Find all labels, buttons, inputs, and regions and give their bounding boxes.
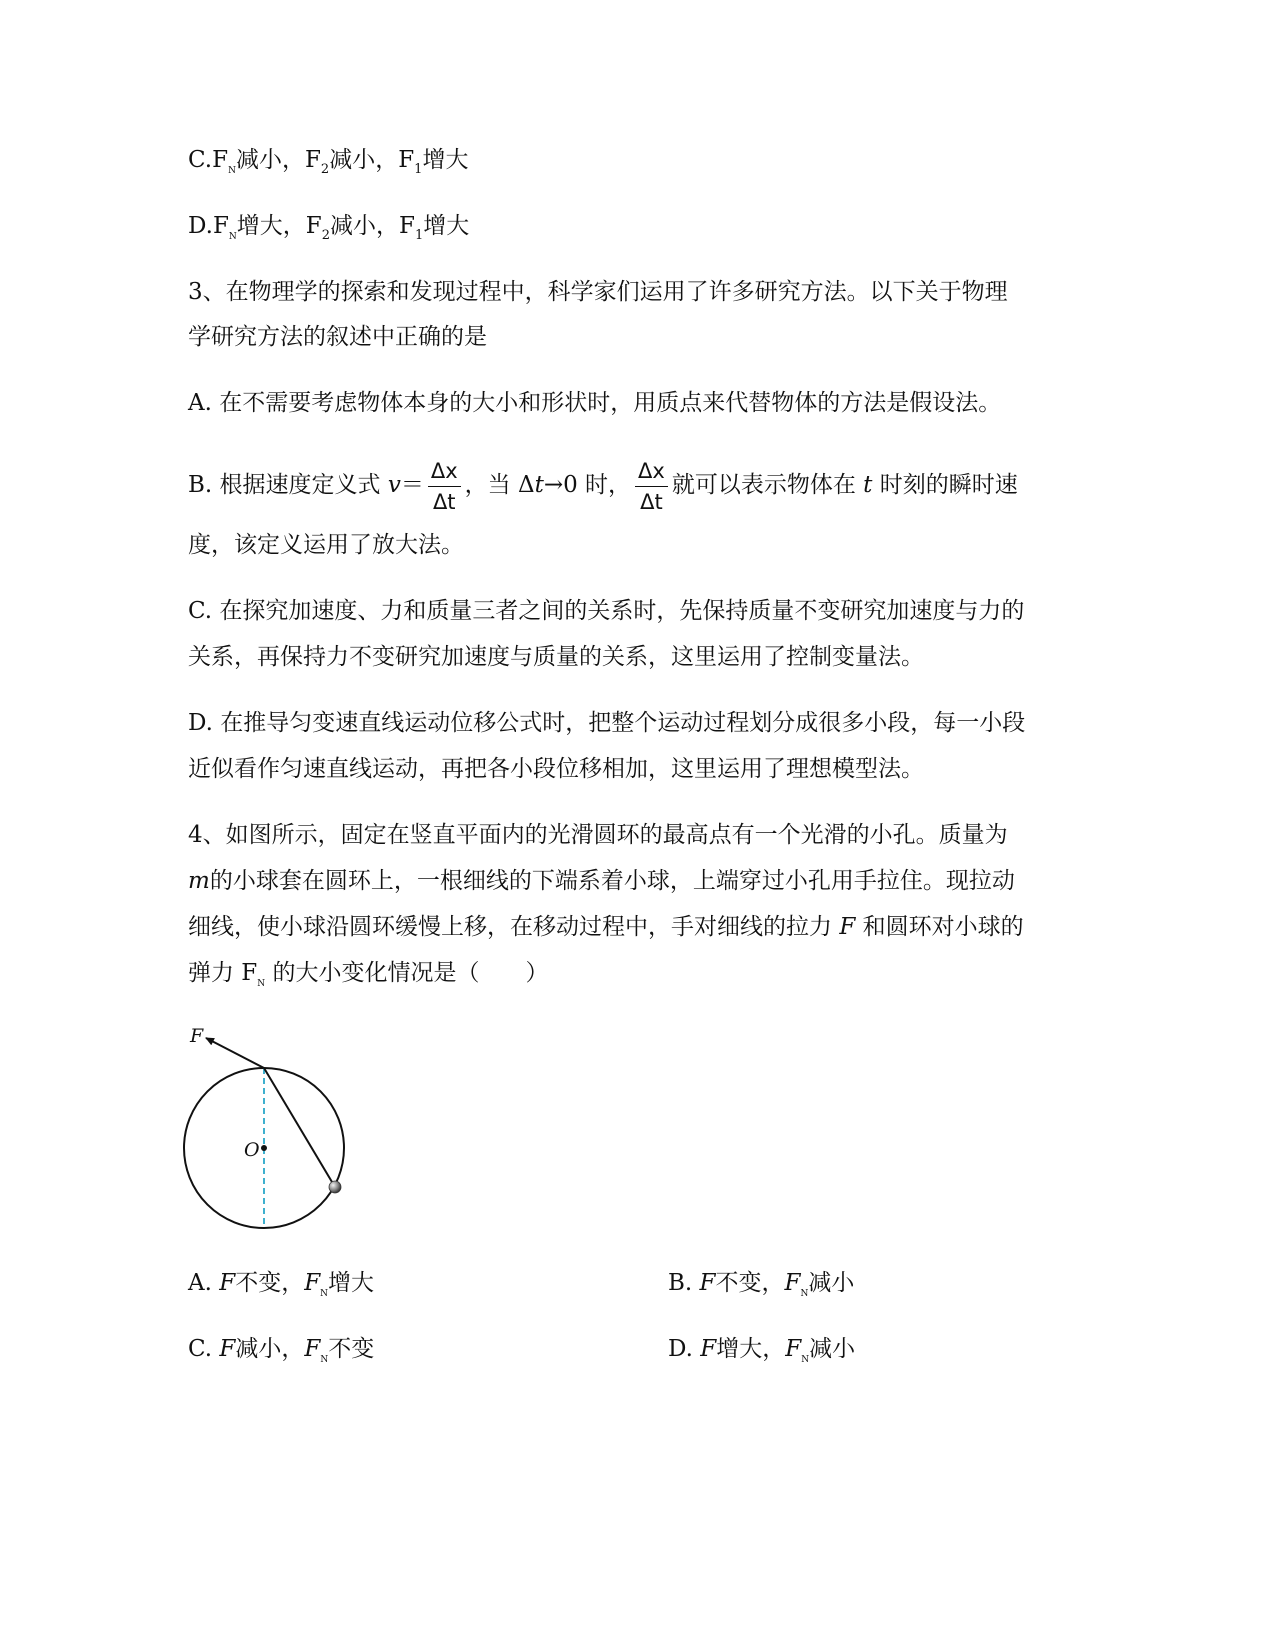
q4-stem-line3: 细线，使小球沿圆环缓慢上移，在移动过程中，手对细线的拉力 F 和圆环对小球的 <box>188 914 1024 940</box>
q3-option-b: B. 根据速度定义式 v＝ $\frac{\Delta x}{\Delta t}$ ，当 Δt→0 时， $\frac{\Delta x}{\Delta t}$ 就可以表示物体在 t 时刻的瞬时速 <box>188 458 1018 514</box>
q4-stem-line1: 4、如图所示，固定在竖直平面内的光滑圆环的最高点有一个光滑的小孔。质量为 <box>188 822 1008 848</box>
q3-option-c-line2: 关系，再保持力不变研究加速度与质量的关系，这里运用了控制变量法。 <box>188 644 924 670</box>
q3-option-c-line1: C. 在探究加速度、力和质量三者之间的关系时，先保持质量不变研究加速度与力的 <box>188 598 1025 624</box>
q3-option-d-line1: D. 在推导匀变速直线运动位移公式时，把整个运动过程划分成很多小段，每一小段 <box>188 710 1026 736</box>
q2-option-c: $C.F_N$减小，$F_2$减小，$F_1$增大 <box>188 147 469 177</box>
q4-stem-line2: m的小球套在圆环上，一根细线的下端系着小球，上端穿过小孔用手拉住。现拉动 <box>188 868 1015 894</box>
q3-stem-line1: 3、在物理学的探索和发现过程中，科学家们运用了许多研究方法。以下关于物理 <box>188 279 1008 305</box>
center-label: O <box>244 1139 260 1161</box>
fraction-dx-dt: $\frac{\Delta x}{\Delta t}$ <box>428 458 461 515</box>
q4-stem-line4: 弹力 $F_N$ 的大小变化情况是（ ） <box>188 960 549 989</box>
q4-option-a: A. F不变，$F_N$增大 <box>188 1270 375 1299</box>
ring-diagram <box>180 1025 380 1245</box>
q4-option-c: C. F减小，$F_N$不变 <box>188 1336 375 1365</box>
force-arrow <box>206 1038 264 1068</box>
q2-option-d: $D.F_N$增大，$F_2$减小，$F_1$增大 <box>188 213 470 243</box>
center-point <box>261 1145 267 1151</box>
q4-option-d: D. F增大，$F_N$减小 <box>668 1336 856 1365</box>
fraction-dx-dt-2: $\frac{\Delta x}{\Delta t}$ <box>635 458 668 515</box>
ball <box>329 1181 341 1193</box>
force-label: F <box>190 1025 204 1047</box>
q3-option-a: A. 在不需要考虑物体本身的大小和形状时，用质点来代替物体的方法是假设法。 <box>188 390 1002 416</box>
q3-stem-line2: 学研究方法的叙述中正确的是 <box>188 324 487 350</box>
thread-line <box>264 1068 335 1187</box>
q4-option-b: B. F不变，$F_N$减小 <box>668 1270 855 1299</box>
q3-option-d-line2: 近似看作匀速直线运动，再把各小段位移相加，这里运用了理想模型法。 <box>188 756 924 782</box>
q3-option-b-line2: 度，该定义运用了放大法。 <box>188 532 464 558</box>
